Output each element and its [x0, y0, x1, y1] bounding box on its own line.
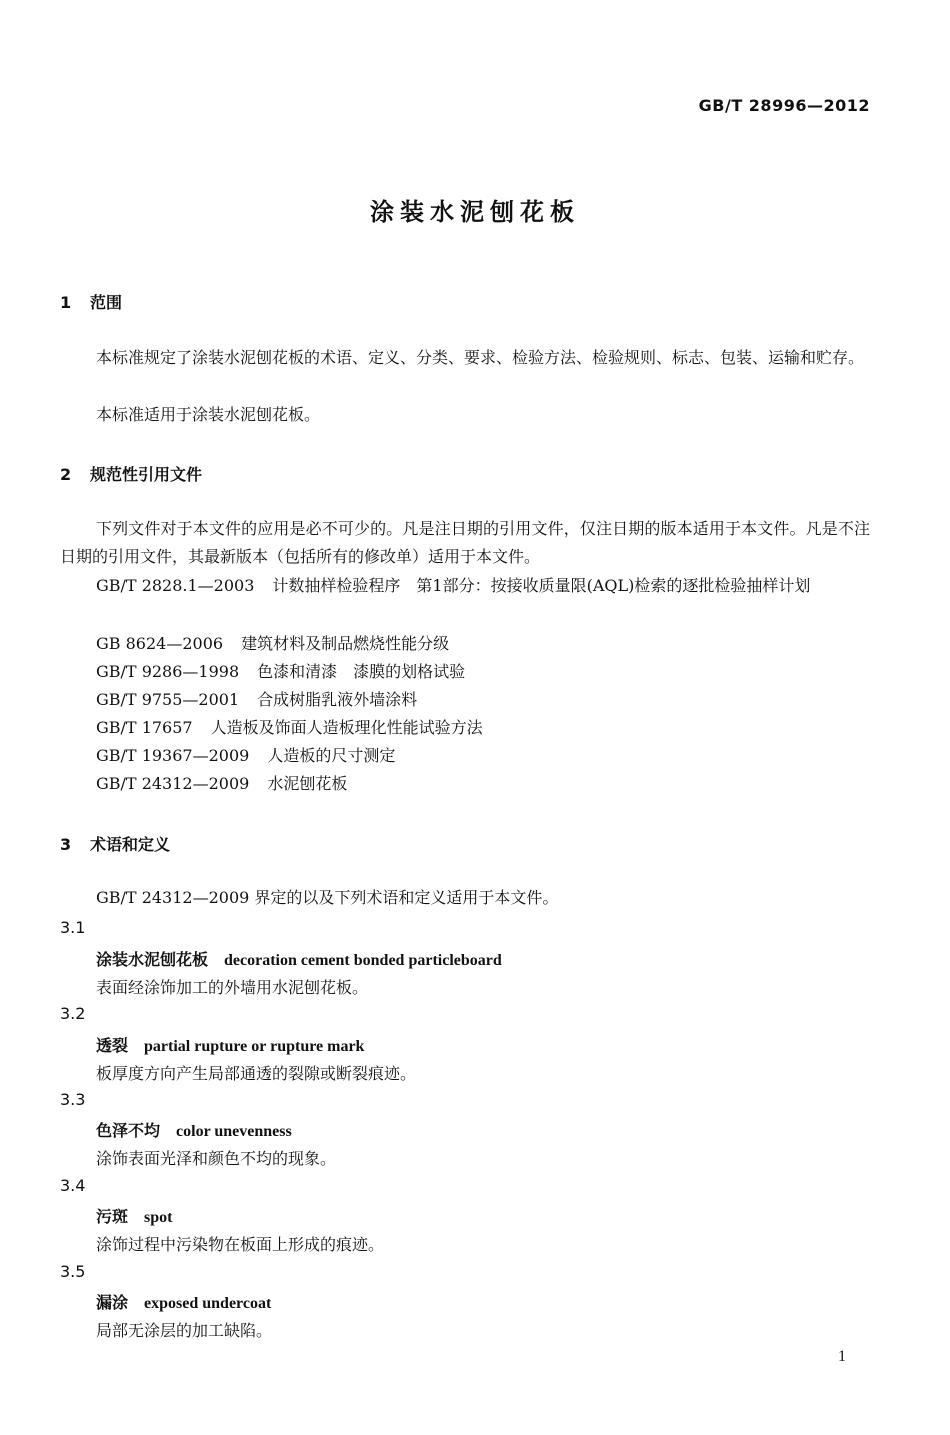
section-3-heading: [60, 832, 170, 855]
reference-title: 合成树脂乳液外墙涂料: [257, 690, 418, 709]
section-number: 2: [60, 465, 72, 484]
section-title: 范围: [90, 293, 123, 312]
term-zh: 涂装水泥刨花板: [96, 950, 209, 969]
section-2-heading: [60, 462, 202, 485]
term-zh: 污斑: [96, 1207, 129, 1226]
reference-code: GB 8624—2006: [96, 634, 224, 653]
section-1-paragraph-2: 本标准适用于涂装水泥刨花板。: [96, 405, 321, 424]
term-en: color unevenness: [176, 1123, 292, 1140]
term-zh: 透裂: [96, 1036, 129, 1055]
term-heading: [96, 1290, 271, 1313]
term-zh: 色泽不均: [96, 1121, 161, 1140]
reference-item: [96, 686, 417, 714]
reference-code: GB/T 19367—2009: [96, 746, 250, 765]
term-heading: [96, 1118, 292, 1141]
term-en: exposed undercoat: [144, 1295, 272, 1312]
term-number: 3.5: [60, 1262, 86, 1281]
term-number: 3.3: [60, 1090, 86, 1109]
section-number: 1: [60, 293, 72, 312]
page-number: 1: [838, 1348, 846, 1365]
term-zh: 漏涂: [96, 1293, 129, 1312]
term-definition: 局部无涂层的加工缺陷。: [96, 1321, 273, 1340]
reference-code: GB/T 9286—1998: [96, 662, 240, 681]
section-3-intro: GB/T 24312—2009 界定的以及下列术语和定义适用于本文件。: [96, 888, 559, 907]
reference-title: 人造板及饰面人造板理化性能试验方法: [210, 718, 483, 737]
term-heading: [96, 1204, 172, 1227]
reference-item: [96, 770, 347, 798]
section-title: 术语和定义: [90, 835, 171, 854]
reference-title: 水泥刨花板: [267, 774, 348, 793]
term-definition: 表面经涂饰加工的外墙用水泥刨花板。: [96, 978, 369, 997]
term-heading: [96, 1033, 364, 1056]
section-number: 3: [60, 835, 72, 854]
term-en: spot: [144, 1209, 173, 1226]
reference-item: [96, 630, 449, 658]
term-number: 3.1: [60, 918, 86, 937]
term-number: 3.4: [60, 1176, 86, 1195]
reference-item: [96, 714, 483, 742]
section-1-paragraph-1: 本标准规定了涂装水泥刨花板的术语、定义、分类、要求、检验方法、检验规则、标志、包装、运输和贮存。: [96, 348, 865, 367]
term-heading: [96, 947, 502, 970]
reference-title: 建筑材料及制品燃烧性能分级: [241, 634, 450, 653]
standard-code: GB/T 28996—2012: [698, 96, 870, 115]
section-title: 规范性引用文件: [90, 465, 203, 484]
term-number: 3.2: [60, 1004, 86, 1023]
reference-title: 计数抽样检验程序 第1部分：按接收质量限(AQL)检索的逐批检验抽样计划: [272, 576, 811, 595]
reference-code: GB/T 24312—2009: [96, 774, 250, 793]
section-1-heading: [60, 290, 122, 313]
reference-title: 色漆和清漆 漆膜的划格试验: [257, 662, 466, 681]
term-definition: 涂饰表面光泽和颜色不均的现象。: [96, 1149, 337, 1168]
term-en: partial rupture or rupture mark: [144, 1038, 365, 1055]
reference-title: 人造板的尺寸测定: [267, 746, 396, 765]
reference-code: GB/T 17657: [96, 718, 193, 737]
term-definition: 涂饰过程中污染物在板面上形成的痕迹。: [96, 1235, 385, 1254]
term-definition: 板厚度方向产生局部通透的裂隙或断裂痕迹。: [96, 1064, 417, 1083]
term-en: decoration cement bonded particleboard: [224, 952, 502, 969]
reference-code: GB/T 2828.1—2003: [96, 576, 255, 595]
reference-code: GB/T 9755—2001: [96, 690, 240, 709]
reference-item: [96, 658, 465, 686]
reference-item: [60, 572, 870, 600]
reference-item: [96, 742, 395, 770]
document-title: 涂装水泥刨花板: [370, 198, 580, 226]
section-2-paragraph-1: 下列文件对于本文件的应用是必不可少的。凡是注日期的引用文件，仅注日期的版本适用于本文件。凡是不注日期的引用文件，其最新版本（包括所有的修改单）适用于本文件。: [60, 519, 870, 566]
